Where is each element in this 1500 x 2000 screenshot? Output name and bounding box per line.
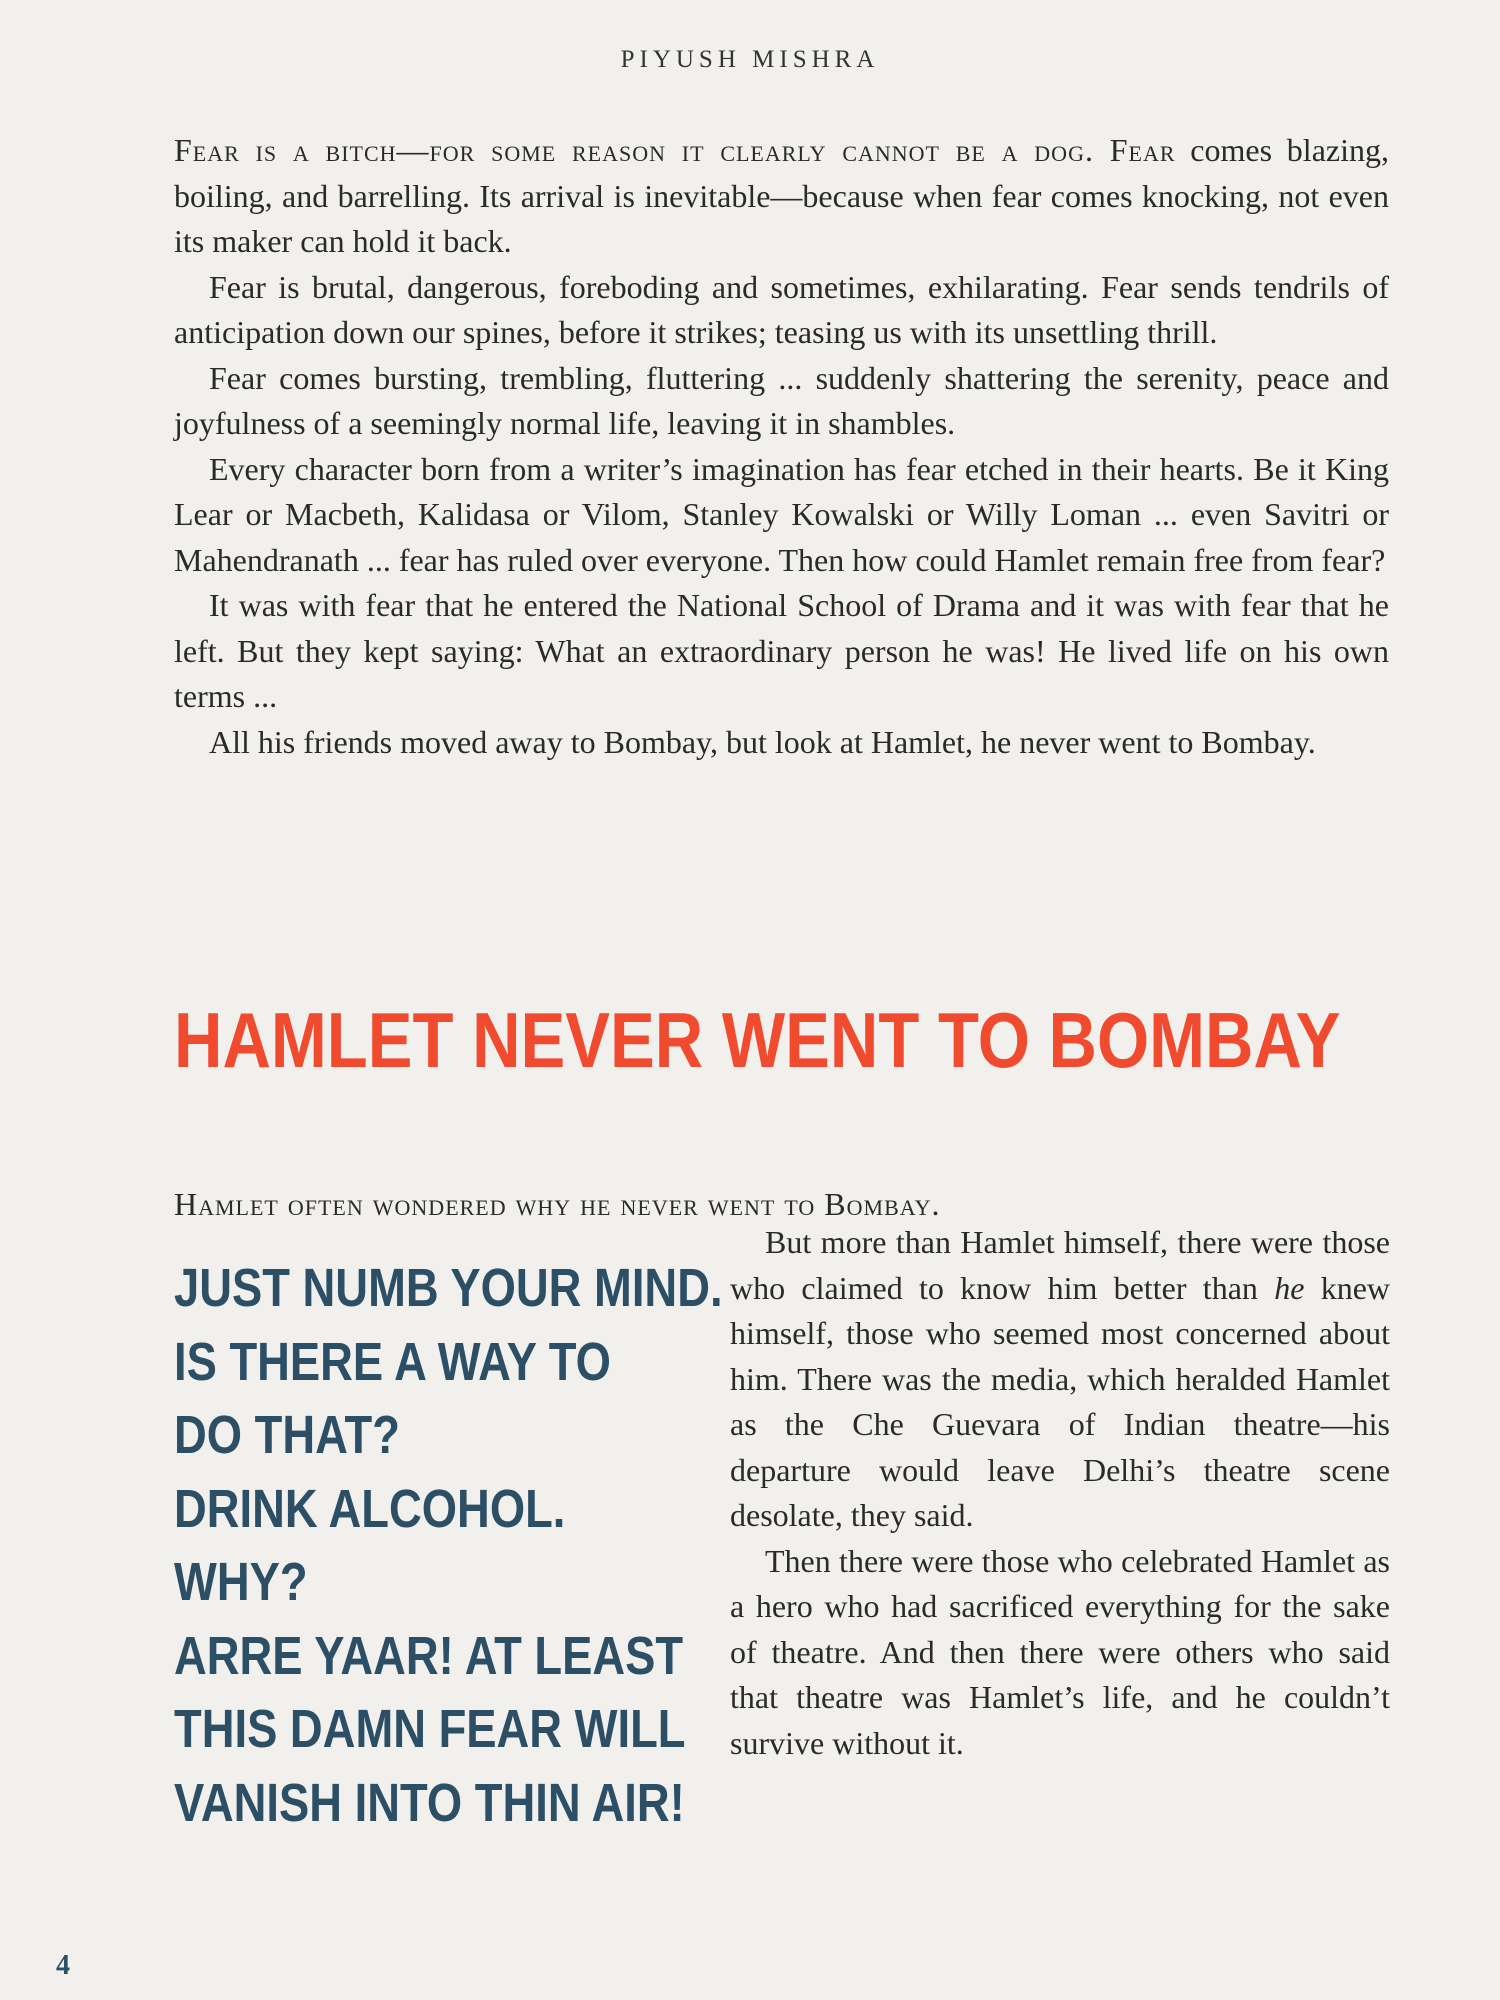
intro-paragraph-3: Fear comes bursting, trembling, fluttering ... suddenly shattering the serenity, peace and joyfulness of a seemingly normal life, leaving it in shambles. (174, 359, 1389, 441)
opening-text: comes blazing, boiling, and barrelling. Its arrival is inevitable—because when fear comes knocking, not even its maker can hold it back. (174, 132, 1389, 259)
pull-quote-line: WHY? (174, 1552, 308, 1612)
chapter-title: HAMLET NEVER WENT TO BOMBAY (174, 996, 1341, 1084)
intro-section (174, 128, 1389, 765)
pull-quote-line: ARRE YAAR! AT LEAST (174, 1625, 684, 1686)
pull-quote-line: VANISH INTO THIN AIR! (174, 1772, 685, 1833)
right-column-text: knew himself, those who seemed most concerned about him. There was the media, which heralded Hamlet as the Che Guevara of Indian theatre—his departure would leave Delhi’s theatre scene desolate, they said. (730, 1269, 1390, 1533)
emphasis-he: he (1274, 1269, 1305, 1306)
page-number: 4 (56, 1950, 70, 1981)
right-column-paragraph-1 (730, 1220, 1390, 1539)
pull-quote-line: JUST NUMB YOUR MIND. (174, 1258, 723, 1318)
pull-quote-line: DO THAT? (174, 1405, 400, 1465)
intro-paragraph-1 (174, 128, 1389, 265)
intro-paragraph-5: It was with fear that he entered the National School of Drama and it was with fear that he left. But they kept saying: What an extraordinary person he was! He lived life on his own terms ... (174, 587, 1389, 714)
intro-paragraph-6: All his friends moved away to Bombay, but look at Hamlet, he never went to Bombay. (209, 723, 1316, 760)
pull-quote-line: DRINK ALCOHOL. (174, 1478, 566, 1539)
running-head: PIYUSH MISHRA (620, 46, 880, 73)
chapter-lead-line: Hamlet often wondered why he never went to Bombay. (174, 1186, 941, 1222)
right-column-paragraph-2: Then there were those who celebrated Hamlet as a hero who had sacrificed everything for the sake of theatre. And then there were others who said that theatre was Hamlet’s life, and he couldn’t survive without it. (730, 1542, 1390, 1761)
intro-paragraph-4: Every character born from a writer’s imagination has fear etched in their hearts. Be it King Lear or Macbeth, Kalidasa or Vilom, Stanley Kowalski or Willy Loman ... even Savitri or Mahendranath ... fear has ruled over everyone. Then how could Hamlet remain free from fear? (174, 450, 1389, 578)
pull-quote-line: THIS DAMN FEAR WILL (174, 1699, 686, 1759)
pull-quote-line: IS THERE A WAY TO (174, 1331, 611, 1392)
pull-quote (174, 1252, 723, 1840)
right-column (730, 1220, 1390, 1766)
opening-smallcaps: Fear is a bitch—for some reason it clearly cannot be a dog. Fear (174, 132, 1176, 168)
right-column-text: But more than Hamlet himself, there were those who claimed to know him better than (730, 1224, 1390, 1306)
intro-paragraph-2: Fear is brutal, dangerous, foreboding and sometimes, exhilarating. Fear sends tendrils of anticipation down our spines, before it strikes; teasing us with its unsettling thrill. (174, 268, 1389, 350)
